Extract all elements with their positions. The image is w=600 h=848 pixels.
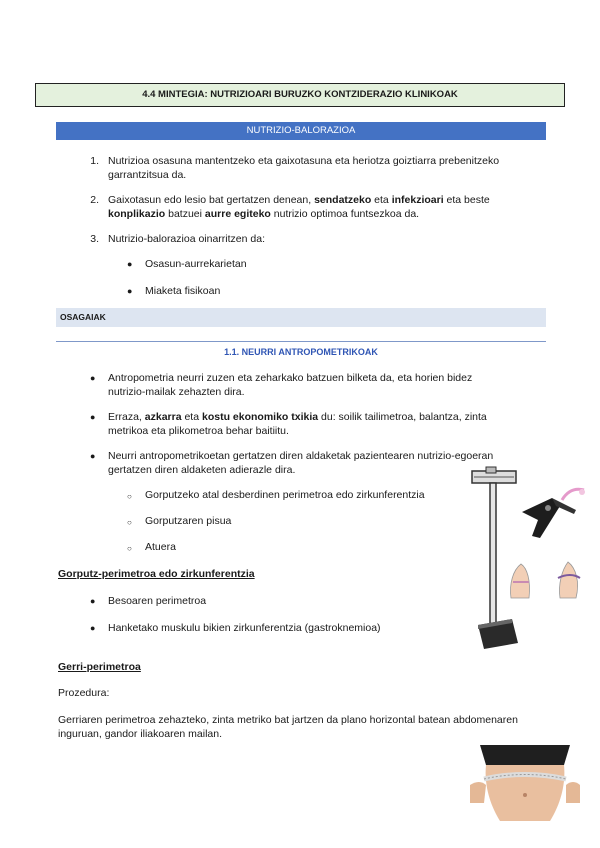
list-item: Hanketako muskulu bikien zirkunferentzia (gastroknemioa) bbox=[108, 622, 381, 634]
osagaiak-header: OSAGAIAK bbox=[56, 308, 546, 327]
paragraph-line: konplikazio batzuei aurre egiteko nutrizio optimoa funtsezkoa da. bbox=[108, 208, 420, 220]
list-number: 2. bbox=[90, 194, 99, 206]
paragraph-line: garrantzitsua da. bbox=[108, 169, 187, 181]
circle-bullet-icon: ○ bbox=[127, 492, 132, 501]
paragraph-line: inguruan, gandor iliakoaren mailan. bbox=[58, 728, 223, 740]
measuring-tape-icon bbox=[560, 486, 586, 502]
circle-bullet-icon: ○ bbox=[127, 518, 132, 527]
waist-measurement-icon bbox=[470, 745, 580, 821]
bullet-icon: ● bbox=[127, 286, 133, 296]
paragraph-line: Gerriaren perimetroa zehazteko, zinta metriko bat jartzen da plano horizontal batean abdomenaren bbox=[58, 714, 518, 726]
bullet-icon: ● bbox=[90, 412, 96, 422]
paragraph-line: Antropometria neurri zuzen eta zeharkako batzuen bilketa da, eta horien bidez bbox=[108, 372, 473, 384]
list-item: Gorputzeko atal desberdinen perimetroa edo zirkunferentzia bbox=[145, 489, 425, 501]
arm-measurement-icon bbox=[552, 558, 584, 600]
bullet-icon: ● bbox=[127, 259, 133, 269]
weighing-scale-icon bbox=[466, 465, 524, 653]
document-title: 4.4 MINTEGIA: NUTRIZIOARI BURUZKO KONTZIDERAZIO KLINIKOAK bbox=[35, 83, 565, 107]
list-item: Miaketa fisikoan bbox=[145, 285, 221, 297]
paragraph-line: Nutrizio-balorazioa oinarritzen da: bbox=[108, 233, 265, 245]
list-item: Osasun-aurrekarietan bbox=[145, 258, 247, 270]
paragraph-line: Erraza, azkarra eta kostu ekonomiko txikia du: soilik tailimetroa, balantza, zinta bbox=[108, 411, 487, 423]
subsection-title: 1.1. NEURRI ANTROPOMETRIKOAK bbox=[224, 347, 378, 357]
list-number: 1. bbox=[90, 155, 99, 167]
paragraph-line: nutrizio-mailak zehazten dira. bbox=[108, 386, 245, 398]
paragraph-line: Gaixotasun edo lesio bat gertatzen denean, sendatzeko eta infekzioari eta beste bbox=[108, 194, 490, 206]
circle-bullet-icon: ○ bbox=[127, 544, 132, 553]
list-item: Gorputzaren pisua bbox=[145, 515, 232, 527]
paragraph-line: gertatzen diren aldaketen adierazle dira. bbox=[108, 464, 296, 476]
section-band: NUTRIZIO-BALORAZIOA bbox=[56, 122, 546, 140]
bullet-icon: ● bbox=[90, 373, 96, 383]
gerri-heading: Gerri-perimetroa bbox=[58, 661, 141, 673]
bullet-icon: ● bbox=[90, 596, 96, 606]
perimetroa-heading: Gorputz-perimetroa edo zirkunferentzia bbox=[58, 568, 255, 580]
paragraph-line: metrikoa eta plikometroa behar baitiitu. bbox=[108, 425, 289, 437]
list-item: Atuera bbox=[145, 541, 176, 553]
divider bbox=[56, 341, 546, 342]
paragraph-line: Nutrizioa osasuna mantentzeko eta gaixotasuna eta heriotza goiztiarra prebenitzeko bbox=[108, 155, 500, 167]
bullet-icon: ● bbox=[90, 623, 96, 633]
prozedura-label: Prozedura: bbox=[58, 687, 110, 699]
arm-measurement-icon bbox=[505, 560, 537, 600]
bullet-icon: ● bbox=[90, 451, 96, 461]
list-number: 3. bbox=[90, 233, 99, 245]
paragraph-line: Neurri antropometrikoetan gertatzen diren aldaketak pazientearen nutrizio-egoeran bbox=[108, 450, 494, 462]
list-item: Besoaren perimetroa bbox=[108, 595, 207, 607]
